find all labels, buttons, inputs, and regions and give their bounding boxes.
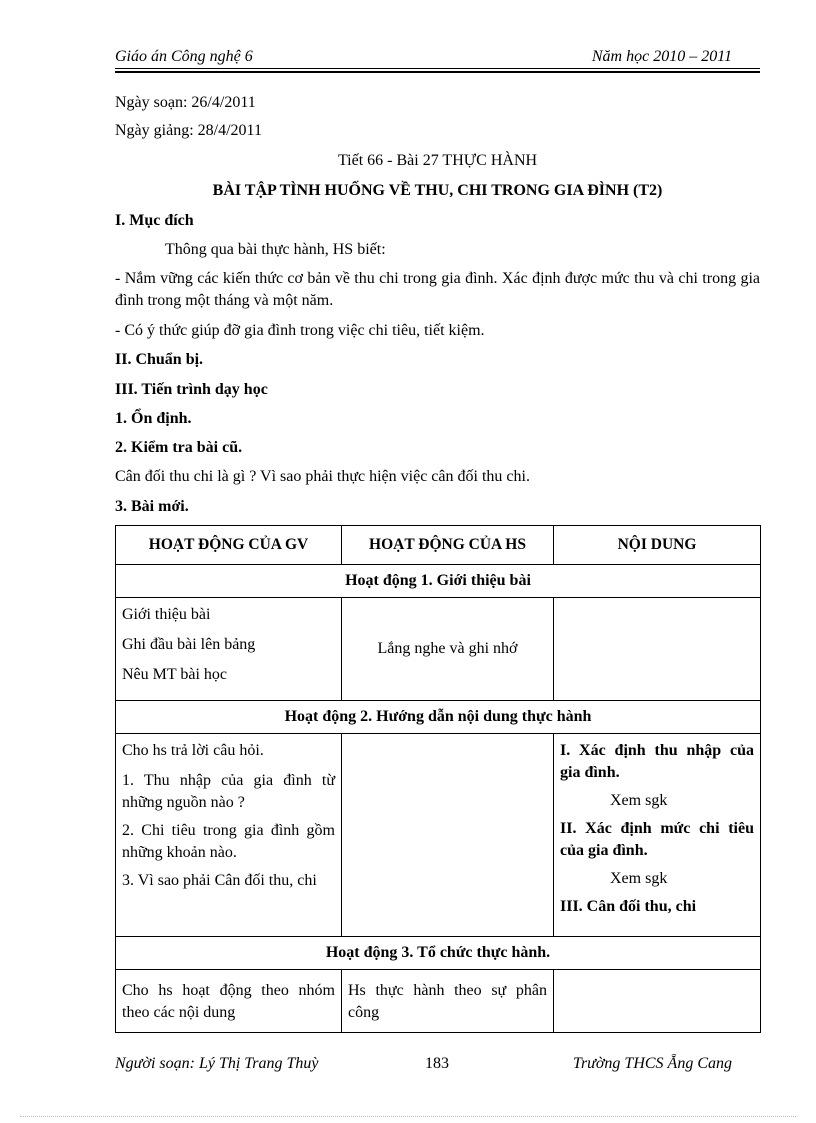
section-procedure: III. Tiến trình dạy học [115,381,268,398]
activity-2-title-row [116,701,761,734]
text-line: Nêu MT bài học [122,666,228,683]
prep-date: Ngày soạn: 26/4/2011 [115,94,256,111]
running-header [115,48,760,68]
lesson-subtitle: Tiết 66 - Bài 27 THỰC HÀNH [337,152,538,169]
activity-1-content [554,598,761,701]
footer-school: Trường THCS Ẵng Cang [572,1055,732,1072]
lesson-title: BÀI TẬP TÌNH HUỐNG VỀ THU, CHI TRONG GIA ĐÌNH (T2) [212,182,663,199]
header-rule [115,68,760,69]
teach-date: Ngày giảng: 28/4/2011 [115,122,262,139]
text-line: Lắng nghe và ghi nhớ [377,640,518,657]
text-line: III. Cân đối thu, chi [560,898,697,915]
objective-bullet-1: - Nắm vững các kiến thức cơ bản về thu chi trong gia đình. Xác định được mức thu và chi trong gia đình trong một tháng và một năm. [115,270,760,309]
header-student: HOẠT ĐỘNG CỦA HS [342,526,554,565]
activity-1-teacher [116,598,342,701]
activity-2-row [116,734,761,937]
activity-3-title-row [116,937,761,970]
step-review: 2. Kiểm tra bài cũ. [115,439,243,456]
header-teacher: HOẠT ĐỘNG CỦA GV [116,526,342,565]
text-line: Cho hs hoạt động theo nhóm theo các nội dung [122,982,335,1021]
activity-3-teacher [116,970,342,1033]
activity-1-title: Hoạt động 1. Giới thiệu bài [116,565,761,598]
text-line: I. Xác định thu nhập của gia đình. [560,742,754,781]
header-content: NỘI DUNG [554,526,761,565]
activity-3-student [342,970,554,1033]
header-course: Giáo án Công nghệ 6 [115,48,253,65]
page-number: 183 [425,1055,449,1072]
activity-1-student [342,598,554,701]
footer-author: Người soạn: Lý Thị Trang Thuỳ [115,1055,319,1072]
activity-2-student [342,734,554,937]
text-line: Cho hs trả lời câu hỏi. [122,742,264,759]
activity-3-title: Hoạt động 3. Tổ chức thực hành. [116,937,761,970]
step-stabilize: 1. Ổn định. [115,410,192,427]
text-line: 1. Thu nhập của gia đình từ những nguồn nào ? [122,772,335,811]
activity-1-row [116,598,761,701]
text-line: 2. Chi tiêu trong gia đình gồm những khoản nào. [122,822,335,861]
activity-3-row [116,970,761,1033]
text-line: II. Xác định mức chi tiêu của gia đình. [560,820,754,859]
text-line: Xem sgk [610,870,668,887]
text-line: Giới thiệu bài [122,606,211,623]
text-line: Xem sgk [610,792,668,809]
review-question: Cân đối thu chi là gì ? Vì sao phải thực hiện việc cân đối thu chi. [115,468,530,485]
activity-2-title: Hoạt động 2. Hướng dẫn nội dung thực hành [116,701,761,734]
objectives-intro: Thông qua bài thực hành, HS biết: [165,241,386,258]
page-edge-divider [20,1116,796,1117]
header-year: Năm học 2010 – 2011 [591,48,732,65]
activity-2-teacher [116,734,342,937]
table-header-row [116,526,761,565]
activity-3-content [554,970,761,1033]
activity-table [115,525,761,1033]
objective-bullet-2: - Có ý thức giúp đỡ gia đình trong việc chi tiêu, tiết kiệm. [115,322,485,339]
activity-1-title-row [116,565,761,598]
section-objectives: I. Mục đích [115,212,194,229]
activity-2-content [554,734,761,937]
text-line: Hs thực hành theo sự phân công [348,982,547,1021]
header-rule-thick [115,71,760,73]
text-line: 3. Vì sao phải Cân đối thu, chi [122,872,317,889]
text-line: Ghi đầu bài lên bảng [122,636,256,653]
section-preparation: II. Chuẩn bị. [115,351,204,368]
step-new-lesson: 3. Bài mới. [115,498,189,515]
